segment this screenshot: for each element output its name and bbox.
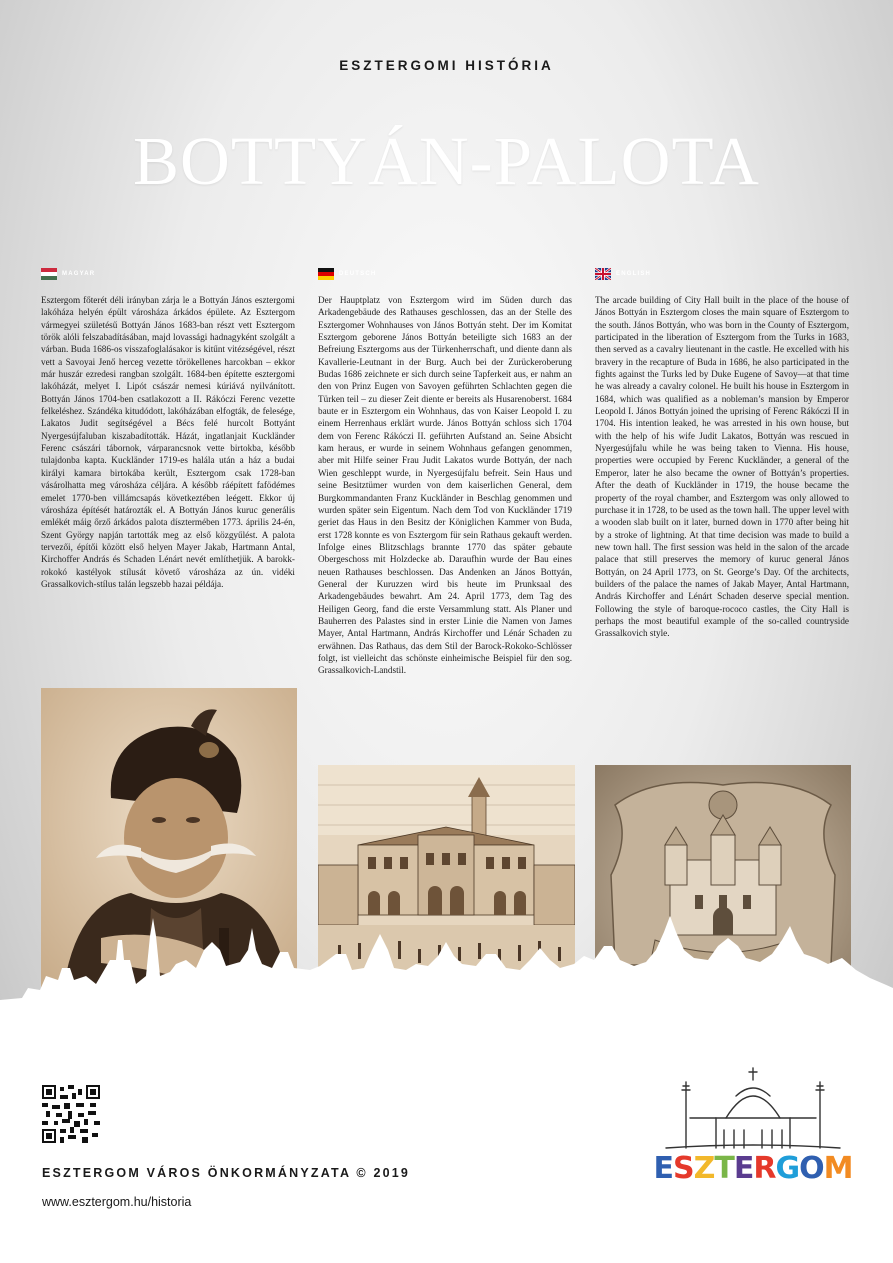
page-title: BOTTYÁN-PALOTA — [133, 123, 760, 199]
language-header-german — [318, 267, 572, 281]
uk-flag-icon — [595, 268, 611, 280]
basilica-sketch-icon — [656, 1056, 850, 1156]
logo-letter: R — [753, 1150, 776, 1186]
series-title: ESZTERGOMI HISTÓRIA — [339, 58, 554, 73]
language-label: ENGLISH — [616, 271, 652, 277]
logo-wordmark-text — [654, 1151, 853, 1186]
body-text-english: The arcade building of City Hall built in the place of the house of János Bottyán in Esztergom closes the main square of Esztergom to the south. János Bottyán, who was born in the County of Esztergom, participated in the liberation of Esztergom from the Turks in 1683, then served as a cavalry lieutenant in the castle. He excelled with his bravery in the recapture of Buda in 1686, he also participated in the fights against the Turks led by Duke Eugene of Savoy—at that time he was already a cavalry colonel. He built his house in Esztergom in 1684, which was qualified as a nobleman’s mansion by Emperor Leopold I. János Bottyán joined the uprising of Ferenc Rákóczi II in 1704. His intention leaked, he was arrested in his own house, but with the help of his wife Judit Lakatos, Bottyán was rescued in Nyergesújfalu while he was being taken to Vienna. His house, properties were occupied by Ferenc Kuckländer, a general of the Emperor, later he also became the owner of Bottyán’s properties. After the death of Kuckländer in 1719, the house became the property of the royal chamber, and Esztergom was only allowed to purchase it in 1728, to be used as the town hall. The upper level with a wooden slab built on it later, burned down in 1770 after being hit by a stroke of lightning. At that time decision was made to build a new town hall. The first session was held in the salon of the arcade palace that still preserves the memory of kuruc general János Bottyán, on 24 April 1773, on St. George’s Day. Of the architects, builders of the palace the names of Jakab Mayer, Antal Hartmann, András Kirchoffer and Lénárt Schaden deserve special mention. Following the style of baroque-rococo castles, the City Hall is perhaps the most beautiful example of the so-called countryside Grassalkovich style. — [595, 295, 849, 639]
footer-organization: ESZTERGOM VÁROS ÖNKORMÁNYZATA © 2019 — [42, 1166, 411, 1180]
language-label: MAGYAR — [62, 271, 96, 277]
esztergom-logo — [653, 1056, 853, 1194]
logo-letter: O — [799, 1150, 824, 1186]
language-header-hungarian — [41, 267, 295, 281]
logo-letter: M — [823, 1150, 853, 1186]
hungary-flag-icon — [41, 268, 57, 280]
logo-letter: E — [733, 1150, 754, 1186]
germany-flag-icon — [318, 268, 334, 280]
qr-code[interactable] — [42, 1085, 100, 1143]
logo-letter: S — [673, 1150, 694, 1186]
column-hungarian — [41, 267, 295, 590]
body-text-german: Der Hauptplatz von Esztergom wird im Süden durch das Arkadengebäude des Rathauses geschlossen, das an der Stelle des Esztergomer Wohnhauses von János Bottyán steht. Der im Komitat Esztergom geborene János Bottyán beteiligte sich 1683 an der Befreiung Esztergoms aus der Türkenherrschaft, und diente dann als Kavallerie-Leutnant in der Burg. Auch bei der Zurückeroberung Budas 1686 zeichnete er sich durch seine Tapferkeit aus, er nahm an den von Prinz Eugen von Savoyen geführten Schlachten gegen die Türken teil – zu dieser Zeit diente er bereits als Husarenoberst. 1684 baute er in Esztergom ein Wohnhaus, das von Kaiser Leopold I. zu einem Herrenhaus erklärt wurde. János Bottyán schloss sich 1704 dem von Ferenc Rákóczi II. geführten Aufstand an. Seine Absicht kam heraus, er wurde in seinem Wohnhaus gefangen genommen, aber mit Hilfe seiner Frau Judit Lakatos wurde Bottyán, der nach Wien geschleppt wurde, in Nyergesújfalu befreit. Sein Haus und seine Besitztümer wurden von dem kaiserlichen General, dem Burgkommandanten Franz Kuckländer in Beschlag genommen und wurden später sein Eigentum. Nach dem Tod von Kuckländer 1719 geriet das Haus in den Besitz der Königlichen Kammer von Buda, erst 1728 konnte es von Esztergom für sein Rathaus gekauft werden. Infolge eines Blitzschlags brannte 1770 das später gebaute Obergeschoss mit Holzdecke ab. Daraufhin wurde der Bau eines neuen Rathauses beschlossen. Das Andenken an János Bottyán, General der Kuruzzen wird bis heute im Prunksaal des Arkadengebäudes bewahrt. Am 24. April 1773, dem Tag des Heiligen Georg, fand die erste Versammlung statt. Als Planer und Bauherren des Palastes sind in erster Linie die Namen von James Mayer, Antal Hartmann, András Kirchoffer und Lénár Schaden zu erwähnen. Das Rathaus, das dem Stil der Barock-Rokoko-Schlösser folgt, ist vielleicht das schönste einheimische Beispiel für den sog. Grassalkovich-Landstil. — [318, 295, 572, 676]
body-text-hungarian: Esztergom főterét déli irányban zárja le a Bottyán János esztergomi lakóháza helyén épült városháza árkádos épülete. Az Esztergom vármegyei születésű Bottyán János 1683-ban részt vett Esztergom török alóli felszabadításában, majd lovassági hadnagyként szolgált a várban. Buda 1686-os visszafoglalásakor is kitűnt vitézségével, részt vett a Savoyai Jenő herceg vezette törökellenes harcokban – ekkor már huszár ezredesi rangban szolgált. 1684-ben építette esztergomi lakóházát, melyet I. Lipót császár nemesi kúriává nyilvánított. Bottyán János 1704-ben csatlakozott a II. Rákóczi Ferenc vezette felkeléshez. Szándéka kitudódott, lakóházában elfogták, de felesége, Lakatos Judit segítségével a Bécs felé hurcolt Bottyánt Nyergesújfaluban kiszabadították. Házát, ingatlanjait Kuckländer Ferenc császári tábornok, várparancsnok vette birtokba, később tulajdonba kapta. Kuckländer 1719-es halála után a ház a budai királyi kamara birtokába került, Esztergom csak 1728-ban vásárolhatta meg városháza céljára. A később ráépített fafödémes emelet 1770-ben villámcsapás következtében leégett. Ekkor új városháza építését határozták el. A Bottyán János kuruc generális emlékét máig őrző árkádos palota dísztermében 1773. április 24-én, Szent György napján tartották meg az első közgyűlést. A palota tervezői, építői között első helyen Mayer Jakab, Hartmann Antal, Kirchoffer András és Schaden Lénárt nevét említhetjük. A barokk-rokokó kastélyok stílusát követő városháza az ún. vidéki Grassalkovich-stílus talán legszebb hazai példája. — [41, 295, 295, 589]
column-german — [318, 267, 572, 677]
language-header-english — [595, 267, 849, 281]
logo-letter: T — [714, 1150, 734, 1186]
column-english — [595, 267, 849, 640]
footer-url-link[interactable]: www.esztergom.hu/historia — [42, 1195, 192, 1209]
logo-letter: E — [653, 1150, 674, 1186]
logo-wordmark — [653, 1148, 853, 1188]
logo-letter: G — [775, 1150, 800, 1186]
logo-letter: Z — [693, 1150, 715, 1186]
language-label: DEUTSCH — [339, 271, 377, 277]
